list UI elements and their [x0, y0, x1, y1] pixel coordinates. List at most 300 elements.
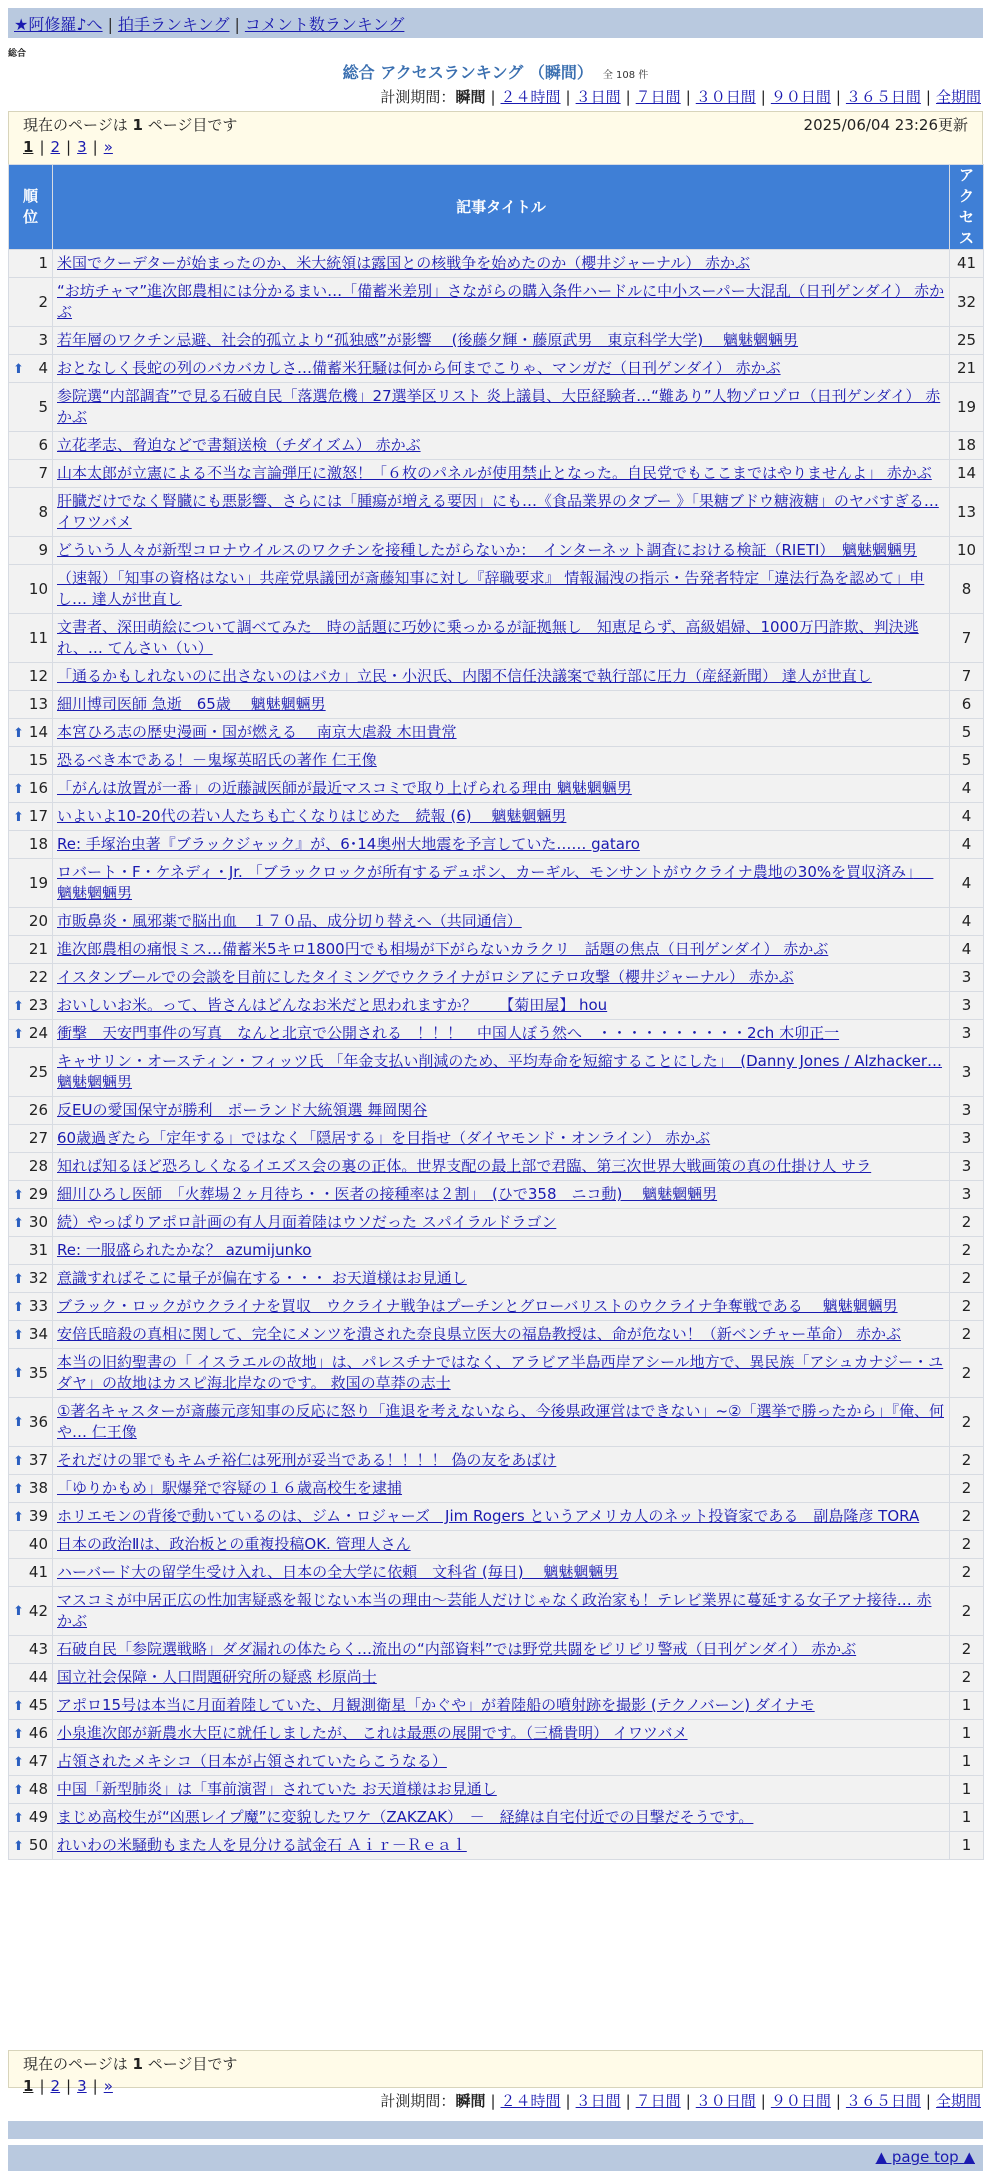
- period-option[interactable]: ２４時間: [500, 88, 561, 106]
- access-count: 6: [950, 691, 984, 719]
- title-cell: [53, 1020, 950, 1048]
- title-cell: [53, 537, 950, 565]
- article-link[interactable]: 「通るかもしれないのに出さないのはバカ」立民・小沢氏、内閣不信任決議案で執行部に圧力（産経新聞） 達人が世直し: [57, 667, 872, 685]
- article-link[interactable]: 本当の旧約聖書の「 イスラエルの故地」は、パレスチナではなく、アラビア半島西岸アシール地方で、異民族「アシュカナジー・ユダヤ」の故地はカスピ海北岸なのです。 救国の草莽の志士: [57, 1353, 944, 1392]
- comment-ranking-link[interactable]: コメント数ランキング: [244, 15, 405, 34]
- table-row: [9, 432, 984, 460]
- rank-cell: [9, 432, 53, 460]
- article-link[interactable]: “お坊チャマ”進次郎農相には分かるまい…「備蓄米差別」さながらの購入条件ハードルに中小スーパー大混乱（日刊ゲンダイ） 赤かぶ: [57, 282, 945, 321]
- title-cell: [53, 1321, 950, 1349]
- up-arrow-icon: ⬆: [13, 1187, 24, 1203]
- rank-number: 18: [28, 835, 48, 853]
- rank-cell: [9, 565, 53, 614]
- rank-number: 29: [28, 1185, 48, 1203]
- rank-number: 38: [28, 1479, 48, 1497]
- table-row: [9, 831, 984, 859]
- col-header-rank: 順位: [9, 165, 53, 250]
- table-row: [9, 663, 984, 691]
- table-row: [9, 1153, 984, 1181]
- rank-number: 27: [28, 1129, 48, 1147]
- article-link[interactable]: 国立社会保障・人口問題研究所の疑惑 杉原尚士: [57, 1668, 377, 1686]
- article-link[interactable]: イスタンブールでの会談を目前にしたタイミングでウクライナがロシアにテロ攻撃（櫻井ジャーナル） 赤かぶ: [57, 968, 794, 986]
- table-row: [9, 1237, 984, 1265]
- title-cell: [53, 859, 950, 908]
- period-separator: |: [565, 2092, 571, 2110]
- access-count: 3: [950, 1153, 984, 1181]
- rank-number: 48: [28, 1780, 48, 1798]
- article-link[interactable]: 「ゆりかもめ」駅爆発で容疑の１６歳高校生を逮捕: [57, 1479, 403, 1497]
- rank-number: 8: [38, 502, 48, 521]
- article-link[interactable]: まじめ高校生が“凶悪レイプ魔”に変貌したワケ（ZAKZAK） － 経緯は自宅付近での目撃だそうです。: [57, 1808, 754, 1826]
- table-row: [9, 537, 984, 565]
- rank-cell: [9, 1237, 53, 1265]
- period-separator: |: [760, 2092, 766, 2110]
- rank-cell: [9, 1559, 53, 1587]
- article-link[interactable]: ロバート・F・ケネディ・Jr. 「ブラックロックが所有するデュポン、カーギル、モンサントがウクライナ農地の30%を買収済み」 魑魅魍魎男: [57, 863, 934, 902]
- table-row: [9, 355, 984, 383]
- article-link[interactable]: 細川博司医師 急逝 65歳 魑魅魍魎男: [57, 695, 326, 713]
- rank-cell: [9, 1209, 53, 1237]
- title-cell: [53, 1181, 950, 1209]
- up-arrow-icon: ⬆: [13, 1366, 24, 1381]
- table-row: [9, 1265, 984, 1293]
- rank-number: 24: [28, 1024, 48, 1042]
- rank-cell: [9, 1531, 53, 1559]
- period-separator: |: [760, 88, 766, 106]
- table-row: [9, 1293, 984, 1321]
- period-separator: |: [685, 2092, 691, 2110]
- up-arrow-icon: ⬆: [13, 1481, 24, 1497]
- table-row: [9, 460, 984, 488]
- rank-cell: [9, 383, 53, 432]
- article-link[interactable]: 反EUの愛国保守が勝利 ポーランド大統領選 舞岡関谷: [57, 1101, 428, 1119]
- title-cell: [53, 1209, 950, 1237]
- access-count: 2: [950, 1636, 984, 1664]
- period-option[interactable]: ９０日間: [770, 88, 831, 106]
- article-link[interactable]: 意識すればそこに量子が偏在する・・・ お天道様はお見通し: [57, 1269, 467, 1287]
- rank-number: 6: [38, 436, 48, 454]
- rank-cell: [9, 1398, 53, 1447]
- title-cell: [53, 488, 950, 537]
- rank-number: 14: [28, 723, 48, 741]
- rank-cell: [9, 1804, 53, 1832]
- rank-number: 28: [28, 1157, 48, 1175]
- rank-number: 26: [28, 1101, 48, 1119]
- rank-cell: [9, 1349, 53, 1398]
- rank-number: 3: [38, 331, 48, 349]
- table-row: [9, 327, 984, 355]
- article-link[interactable]: 続）やっぱりアポロ計画の有人月面着陸はウソだった スパイラルドラゴン: [57, 1213, 557, 1231]
- article-link[interactable]: おいしいお米。って、皆さんはどんなお米だと思われますか？ 【菊田屋】 hou: [57, 996, 608, 1014]
- article-link[interactable]: 市販鼻炎・風邪薬で脳出血 １７０品、成分切り替えへ（共同通信）: [57, 912, 522, 930]
- page-top-link[interactable]: ▲ page top ▲: [875, 2148, 975, 2166]
- table-row: [9, 1748, 984, 1776]
- rank-cell: [9, 992, 53, 1020]
- category-label: 総合: [8, 49, 27, 59]
- rank-number: 36: [28, 1412, 48, 1431]
- article-link[interactable]: 進次郎農相の痛恨ミス…備蓄米5キロ1800円でも相場が下がらないカラクリ 話題の焦点（日刊ゲンダイ） 赤かぶ: [57, 940, 829, 958]
- period-separator: |: [625, 2092, 631, 2110]
- article-link[interactable]: それだけの罪でもキムチ裕仁は死刑が妥当である！！！！ 偽の友をあばけ: [57, 1451, 557, 1469]
- table-row: [9, 383, 984, 432]
- rank-number: 9: [38, 541, 48, 559]
- title-cell: [53, 1776, 950, 1804]
- footer-bar: [8, 2121, 983, 2139]
- rank-number: 19: [28, 873, 48, 892]
- table-row: [9, 1181, 984, 1209]
- article-link[interactable]: Re: 一服盛られたかな？ azumijunko: [57, 1241, 312, 1259]
- access-count: 3: [950, 1181, 984, 1209]
- up-arrow-icon: ⬆: [13, 781, 24, 797]
- period-separator: |: [925, 2092, 931, 2110]
- table-row: [9, 488, 984, 537]
- rank-number: 47: [28, 1752, 48, 1770]
- pager-current-page: 1: [23, 138, 34, 156]
- table-row: [9, 1636, 984, 1664]
- up-arrow-icon: ⬆: [13, 1271, 24, 1287]
- rank-cell: [9, 1503, 53, 1531]
- article-link[interactable]: 中国「新型肺炎」は「事前演習」されていた お天道様はお見通し: [57, 1780, 497, 1798]
- pager-separator: |: [92, 2077, 98, 2095]
- title-cell: [53, 936, 950, 964]
- access-count: 7: [950, 614, 984, 663]
- access-count: 2: [950, 1447, 984, 1475]
- rank-number: 16: [28, 779, 48, 797]
- pager-next-link[interactable]: »: [103, 2077, 113, 2095]
- article-link[interactable]: 若年層のワクチン忌避、社会的孤立より“孤独感”が影響 (後藤夕輝・藤原武男 東京科学大学) 魑魅魍魎男: [57, 331, 799, 349]
- pager-page-link[interactable]: 3: [77, 2077, 87, 2095]
- article-link[interactable]: 知れば知るほど恐ろしくなるイエズス会の裏の正体。世界支配の最上部で君臨、第三次世界大戦画策の真の仕掛け人 サラ: [57, 1157, 872, 1175]
- table-row: [9, 1804, 984, 1832]
- access-count: 2: [950, 1587, 984, 1636]
- period-current: 瞬間: [455, 88, 486, 106]
- period-separator: |: [835, 88, 841, 106]
- rank-cell: [9, 1447, 53, 1475]
- period-option[interactable]: 全期間: [935, 2092, 981, 2110]
- access-count: 2: [950, 1664, 984, 1692]
- pager-separator: |: [66, 138, 72, 156]
- up-arrow-icon: ⬆: [13, 725, 24, 741]
- article-link[interactable]: 小泉進次郎が新農水大臣に就任しましたが、 これは最悪の展開です。（三橋貴明） イワツバメ: [57, 1724, 688, 1742]
- table-row: [9, 1020, 984, 1048]
- rank-number: 45: [28, 1696, 48, 1714]
- rank-cell: [9, 250, 53, 278]
- article-link[interactable]: 60歳過ぎたら「定年する」ではなく「隠居する」を目指せ（ダイヤモンド・オンライン） 赤かぶ: [57, 1129, 711, 1147]
- table-row: [9, 1097, 984, 1125]
- title-cell: [53, 1587, 950, 1636]
- rank-number: 31: [28, 1241, 48, 1259]
- rank-number: 17: [28, 807, 48, 825]
- title-cell: [53, 1349, 950, 1398]
- table-row: [9, 719, 984, 747]
- period-separator: |: [565, 88, 571, 106]
- article-link[interactable]: 立花孝志、脅迫などで書類送検（チダイズム） 赤かぶ: [57, 436, 421, 454]
- access-count: 19: [950, 383, 984, 432]
- table-row: [9, 250, 984, 278]
- access-count: 1: [950, 1804, 984, 1832]
- updated-time: 2025/06/04 23:26更新: [803, 116, 968, 134]
- rank-cell: [9, 1587, 53, 1636]
- access-count: 2: [950, 1321, 984, 1349]
- rank-cell: [9, 278, 53, 327]
- article-link[interactable]: 恐るべき本である！－鬼塚英昭氏の著作 仁王像: [57, 751, 377, 769]
- rank-cell: [9, 1475, 53, 1503]
- table-row: [9, 964, 984, 992]
- title-cell: [53, 1636, 950, 1664]
- title-cell: [53, 432, 950, 460]
- top-nav-bar: [8, 8, 983, 38]
- article-link[interactable]: （速報）「知事の資格はない」共産党県議団が斎藤知事に対し『辞職要求』 情報漏洩の指示・告発者特定「違法行為を認めて」申し… 達人が世直し: [57, 569, 925, 608]
- rank-number: 43: [28, 1640, 48, 1658]
- table-row: [9, 775, 984, 803]
- title-cell: [53, 278, 950, 327]
- access-count: 2: [950, 1209, 984, 1237]
- rank-number: 15: [28, 751, 48, 769]
- pager-separator: |: [39, 138, 45, 156]
- article-link[interactable]: 占領されたメキシコ（日本が占領されていたらこうなる）: [57, 1752, 447, 1770]
- page-title: [343, 63, 649, 82]
- access-count: 3: [950, 964, 984, 992]
- article-link[interactable]: ブラック・ロックがウクライナを買収 ウクライナ戦争はプーチンとグローバリストのウクライナ争奪戦である 魑魅魍魎男: [57, 1297, 898, 1315]
- period-option[interactable]: ７日間: [635, 88, 681, 106]
- table-row: [9, 908, 984, 936]
- article-link[interactable]: 参院選“内部調査”で見る石破自民「落選危機」27選挙区リスト 炎上議員、大臣経験者…“難あり”人物ゾロゾロ（日刊ゲンダイ） 赤かぶ: [57, 387, 941, 426]
- table-row: [9, 859, 984, 908]
- access-count: 5: [950, 747, 984, 775]
- rank-cell: [9, 775, 53, 803]
- rank-number: 7: [38, 464, 48, 482]
- up-arrow-icon: ⬆: [13, 1604, 24, 1619]
- table-row: [9, 278, 984, 327]
- article-link[interactable]: 石破自民「参院選戦略」ダダ漏れの体たらく…流出の“内部資料”では野党共闘をピリピリ警戒（日刊ゲンダイ） 赤かぶ: [57, 1640, 857, 1658]
- rank-cell: [9, 355, 53, 383]
- rank-number: 30: [28, 1213, 48, 1231]
- pager-top: [23, 136, 968, 158]
- article-link[interactable]: 米国でクーデターが始まったのか、米大統領は露国との核戦争を始めたのか（櫻井ジャーナル） 赤かぶ: [57, 254, 750, 272]
- rank-cell: [9, 1097, 53, 1125]
- rank-cell: [9, 1321, 53, 1349]
- table-row: [9, 1832, 984, 1860]
- access-count: 3: [950, 1020, 984, 1048]
- table-row: [9, 936, 984, 964]
- pager-page-link[interactable]: 3: [77, 138, 87, 156]
- access-count: 14: [950, 460, 984, 488]
- table-row: [9, 992, 984, 1020]
- footer-bar-pagetop: [8, 2145, 983, 2171]
- title-cell: [53, 1125, 950, 1153]
- pager-next-link[interactable]: »: [103, 138, 113, 156]
- period-option[interactable]: 全期間: [935, 88, 981, 106]
- rank-cell: [9, 1692, 53, 1720]
- title-cell: [53, 565, 950, 614]
- article-link[interactable]: どういう人々が新型コロナウイルスのワクチンを接種したがらないか： インターネット調査における検証（RIETI） 魑魅魍魎男: [57, 541, 917, 559]
- article-link[interactable]: キャサリン・オースティン・フィッツ氏 「年金支払い削減のため、平均寿命を短縮することにした」 (Danny Jones / Alzhacker… 魑魅魍魎男: [57, 1052, 943, 1091]
- article-link[interactable]: おとなしく長蛇の列のバカバカしさ…備蓄米狂騒は何から何までこりゃ、マンガだ（日刊ゲンダイ） 赤かぶ: [57, 359, 781, 377]
- access-count: 2: [950, 1349, 984, 1398]
- table-row: [9, 1475, 984, 1503]
- pager-separator: |: [92, 138, 98, 156]
- article-link[interactable]: いよいよ10-20代の若い人たちも亡くなりはじめた 続報 (6) 魑魅魍魎男: [57, 807, 567, 825]
- access-count: 4: [950, 936, 984, 964]
- rank-cell: [9, 1748, 53, 1776]
- period-option[interactable]: ３日間: [575, 2092, 621, 2110]
- period-separator: |: [685, 88, 691, 106]
- up-arrow-icon: ⬆: [13, 809, 24, 825]
- article-link[interactable]: 衝撃 天安門事件の写真 なんと北京で公開される ！！！ 中国人ぼう然へ ・・・・・・・・・・2ch 木卯正一: [57, 1024, 840, 1042]
- col-header-access: アクセス: [950, 165, 984, 250]
- rank-number: 37: [28, 1451, 48, 1469]
- article-link[interactable]: 細川ひろし医師 「火葬場２ヶ月待ち・・医者の接種率は２割」 (ひで358 ニコ動) 魑魅魍魎男: [57, 1185, 718, 1203]
- access-count: 18: [950, 432, 984, 460]
- period-separator: |: [490, 2092, 496, 2110]
- title-cell: [53, 355, 950, 383]
- rank-number: 12: [28, 667, 48, 685]
- article-link[interactable]: れいわの米騒動もまた人を見分ける試金石 Ａｉｒ－Ｒｅａｌ: [57, 1836, 467, 1854]
- rank-number: 41: [28, 1563, 48, 1581]
- access-count: 2: [950, 1559, 984, 1587]
- title-cell: [53, 1097, 950, 1125]
- table-row: [9, 1321, 984, 1349]
- access-count: 21: [950, 355, 984, 383]
- rank-number: 44: [28, 1668, 48, 1686]
- title-cell: [53, 1265, 950, 1293]
- rank-cell: [9, 1125, 53, 1153]
- article-link[interactable]: 文書者、深田萌絵について調べてみた 時の話題に巧妙に乗っかるが証拠無し 知恵足らず、高級娼婦、1000万円詐欺、判決逃れ、… てんさい（い）: [57, 618, 919, 657]
- period-option[interactable]: ９０日間: [770, 2092, 831, 2110]
- article-link[interactable]: 肝臓だけでなく腎臓にも悪影響、さらには「腫瘍が増える要因」にも…《食品業界のタブー 》「果糖ブドウ糖液糖」のヤバすぎる… イワツバメ: [57, 492, 939, 531]
- access-count: 2: [950, 1398, 984, 1447]
- rank-cell: [9, 831, 53, 859]
- period-option[interactable]: ７日間: [635, 2092, 681, 2110]
- nav-separator: |: [107, 15, 113, 34]
- article-link[interactable]: ①著名キャスターが斎藤元彦知事の反応に怒り「進退を考えないなら、今後県政運営はできない」~②「選挙で勝ったから」『俺、何や… 仁王像: [57, 1402, 944, 1441]
- rank-cell: [9, 691, 53, 719]
- article-link[interactable]: 安倍氏暗殺の真相に関して、完全にメンツを潰された奈良県立医大の福島教授は、命が危ない！（新ベンチャー革命） 赤かぶ: [57, 1325, 902, 1343]
- article-link[interactable]: アポロ15号は本当に月面着陸していた、月観測衛星「かぐや」が着陸船の噴射跡を撮影 (テクノバーン) ダイナモ: [57, 1696, 815, 1714]
- pager-page-link[interactable]: 2: [50, 138, 61, 156]
- access-count: 4: [950, 831, 984, 859]
- col-header-title: 記事タイトル: [53, 165, 950, 250]
- access-count: 1: [950, 1720, 984, 1748]
- title-cell: [53, 1475, 950, 1503]
- period-option[interactable]: ３０日間: [695, 2092, 756, 2110]
- title-cell: [53, 1531, 950, 1559]
- title-cell: [53, 691, 950, 719]
- rank-cell: [9, 719, 53, 747]
- title-cell: [53, 663, 950, 691]
- rank-number: 42: [28, 1601, 48, 1620]
- title-cell: [53, 383, 950, 432]
- title-cell: [53, 719, 950, 747]
- title-cell: [53, 831, 950, 859]
- rank-cell: [9, 327, 53, 355]
- up-arrow-icon: ⬆: [13, 361, 24, 377]
- rank-number: 35: [28, 1363, 48, 1382]
- clap-ranking-link[interactable]: 拍手ランキング: [117, 15, 230, 34]
- title-cell: [53, 803, 950, 831]
- rank-cell: [9, 1636, 53, 1664]
- access-count: 3: [950, 992, 984, 1020]
- access-count: 1: [950, 1776, 984, 1804]
- period-label: 計測期間：: [380, 2092, 456, 2110]
- pager-page-link[interactable]: 2: [50, 2077, 61, 2095]
- rank-cell: [9, 859, 53, 908]
- rank-cell: [9, 964, 53, 992]
- table-row: [9, 614, 984, 663]
- article-link[interactable]: 山本太郎が立憲による不当な言論弾圧に激怒！「６枚のパネルが使用禁止となった。自民党でもここまではやりませんよ」 赤かぶ: [57, 464, 932, 482]
- table-row: [9, 1692, 984, 1720]
- title-cell: [53, 614, 950, 663]
- ranking-table: [8, 164, 984, 1860]
- table-row: [9, 1503, 984, 1531]
- page-info-bottom: [8, 2050, 983, 2095]
- rank-number: 23: [28, 996, 48, 1014]
- title-cell: [53, 327, 950, 355]
- rank-cell: [9, 1048, 53, 1097]
- up-arrow-icon: ⬆: [13, 1453, 24, 1469]
- period-option[interactable]: ３０日間: [695, 88, 756, 106]
- table-row: [9, 1048, 984, 1097]
- table-row: [9, 1776, 984, 1804]
- article-link[interactable]: 日本の政治Ⅱは、政治板との重複投稿OK. 管理人さん: [57, 1535, 411, 1553]
- article-link[interactable]: ハーバード大の留学生受け入れ、日本の全大学に依頼 文科省 (毎日) 魑魅魍魎男: [57, 1563, 619, 1581]
- article-link[interactable]: 本宮ひろ志の歴史漫画・国が燃える 南京大虐殺 木田貴常: [57, 723, 457, 741]
- page-title-text: 総合 アクセスランキング （瞬間）: [342, 63, 593, 82]
- access-count: 3: [950, 1048, 984, 1097]
- access-count: 4: [950, 908, 984, 936]
- period-option[interactable]: ３６５日間: [845, 88, 921, 106]
- rank-number: 46: [28, 1724, 48, 1742]
- title-cell: [53, 1664, 950, 1692]
- title-cell: [53, 1398, 950, 1447]
- access-count: 3: [950, 1097, 984, 1125]
- article-link[interactable]: Re: 手塚治虫著『ブラックジャック』が、6･14奥州大地震を予言していた…… gataro: [57, 835, 640, 853]
- access-count: 2: [950, 1475, 984, 1503]
- pager-separator: |: [66, 2077, 72, 2095]
- rank-number: 39: [28, 1507, 48, 1525]
- period-option[interactable]: ２４時間: [500, 2092, 561, 2110]
- home-link[interactable]: ★阿修羅♪へ: [14, 15, 103, 34]
- total-count: 全 108 件: [602, 70, 649, 81]
- access-count: 2: [950, 1293, 984, 1321]
- title-cell: [53, 1804, 950, 1832]
- pager-current-page: 1: [23, 2077, 34, 2095]
- rank-cell: [9, 936, 53, 964]
- title-cell: [53, 1293, 950, 1321]
- title-cell: [53, 964, 950, 992]
- rank-cell: [9, 1776, 53, 1804]
- rank-cell: [9, 537, 53, 565]
- rank-cell: [9, 488, 53, 537]
- rank-number: 40: [28, 1535, 48, 1553]
- table-row: [9, 1559, 984, 1587]
- access-count: 32: [950, 278, 984, 327]
- period-option[interactable]: ３日間: [575, 88, 621, 106]
- period-option[interactable]: ３６５日間: [845, 2092, 921, 2110]
- article-link[interactable]: マスコミが中居正広の性加害疑惑を報じない本当の理由〜芸能人だけじゃなく政治家も！テレビ業界に蔓延する女子アナ接待… 赤かぶ: [57, 1591, 932, 1630]
- rank-cell: [9, 460, 53, 488]
- title-cell: [53, 1447, 950, 1475]
- rank-number: 50: [28, 1836, 48, 1854]
- article-link[interactable]: 「がんは放置が一番」の近藤誠医師が最近マスコミで取り上げられる理由 魑魅魍魎男: [57, 779, 632, 797]
- rank-cell: [9, 1664, 53, 1692]
- rank-cell: [9, 614, 53, 663]
- table-row: [9, 1720, 984, 1748]
- access-count: 13: [950, 488, 984, 537]
- article-link[interactable]: ホリエモンの背後で動いているのは、ジム・ロジャーズ Jim Rogers というアメリカ人のネット投資家である 副島隆彦 TORA: [57, 1507, 920, 1525]
- table-row: [9, 1209, 984, 1237]
- rank-number: 5: [38, 397, 48, 416]
